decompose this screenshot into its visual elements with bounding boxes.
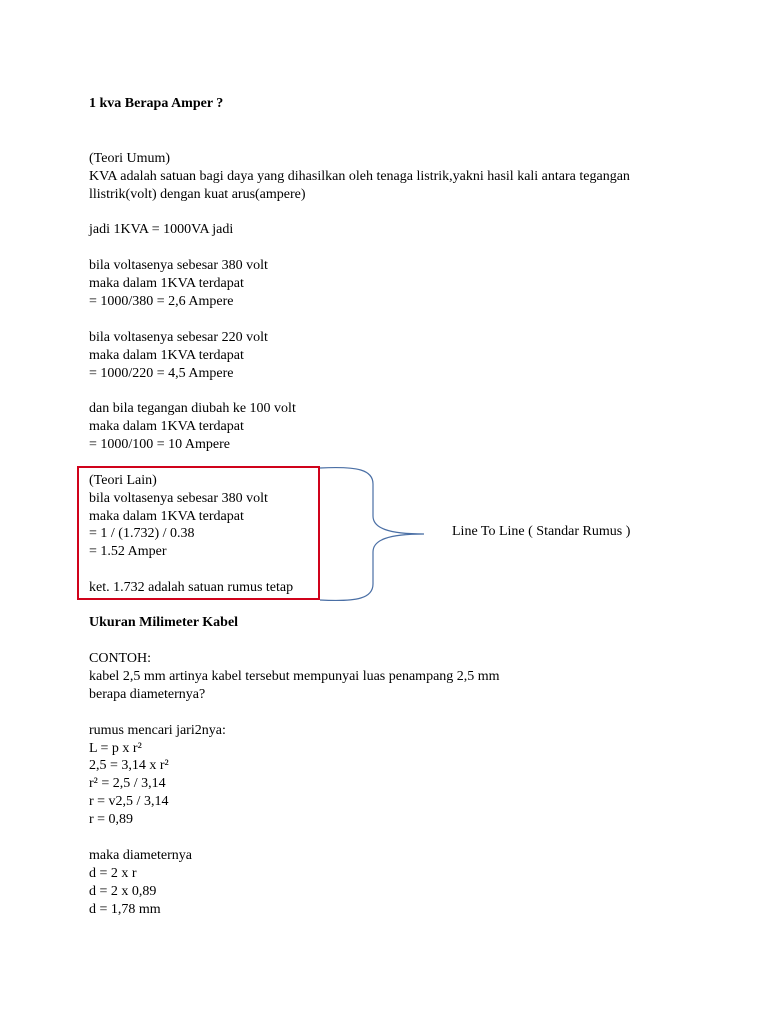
diameter-line: d = 1,78 mm <box>89 902 161 917</box>
theory-label: (Teori Umum) <box>89 151 171 166</box>
example-result: = 1000/380 = 2,6 Ampere <box>89 294 234 309</box>
example-line: maka dalam 1KVA terdapat <box>89 419 244 434</box>
example-label: CONTOH: <box>89 651 151 666</box>
example-line: bila voltasenya sebesar 380 volt <box>89 258 268 273</box>
other-theory-line: maka dalam 1KVA terdapat <box>89 509 244 524</box>
formula-line: r = v2,5 / 3,14 <box>89 794 169 809</box>
example-result: = 1000/100 = 10 Ampere <box>89 437 230 452</box>
other-theory-label: (Teori Lain) <box>89 473 157 488</box>
cable-line: kabel 2,5 mm artinya kabel tersebut mempunyai luas penampang 2,5 mm <box>89 669 500 684</box>
document-heading: 1 kva Berapa Amper ? <box>89 96 224 111</box>
example-line: bila voltasenya sebesar 220 volt <box>89 330 268 345</box>
formula-line: r = 0,89 <box>89 812 134 827</box>
other-theory-line: = 1 / (1.732) / 0.38 <box>89 526 195 541</box>
example-line: dan bila tegangan diubah ke 100 volt <box>89 401 296 416</box>
definition-line: llistrik(volt) dengan kuat arus(ampere) <box>89 187 306 202</box>
formula-title: rumus mencari jari2nya: <box>89 723 226 738</box>
other-theory-result: = 1.52 Amper <box>89 544 167 559</box>
formula-line: r² = 2,5 / 3,14 <box>89 776 166 791</box>
diameter-title: maka diameternya <box>89 848 193 863</box>
conversion-line: jadi 1KVA = 1000VA jadi <box>89 222 234 237</box>
other-theory-line: bila voltasenya sebesar 380 volt <box>89 491 268 506</box>
diameter-line: d = 2 x r <box>89 866 137 881</box>
example-line: maka dalam 1KVA terdapat <box>89 348 244 363</box>
side-note: Line To Line ( Standar Rumus ) <box>452 524 631 539</box>
example-line: maka dalam 1KVA terdapat <box>89 276 244 291</box>
definition-line: KVA adalah satuan bagi daya yang dihasilkan oleh tenaga listrik,yakni hasil kali antara tegangan <box>89 169 630 184</box>
diameter-line: d = 2 x 0,89 <box>89 884 157 899</box>
example-result: = 1000/220 = 4,5 Ampere <box>89 366 234 381</box>
curly-brace-icon <box>318 466 428 602</box>
formula-line: L = p x r² <box>89 741 142 756</box>
formula-line: 2,5 = 3,14 x r² <box>89 758 169 773</box>
cable-line: berapa diameternya? <box>89 687 206 702</box>
other-theory-note: ket. 1.732 adalah satuan rumus tetap <box>89 580 294 595</box>
cable-heading: Ukuran Milimeter Kabel <box>89 615 239 630</box>
